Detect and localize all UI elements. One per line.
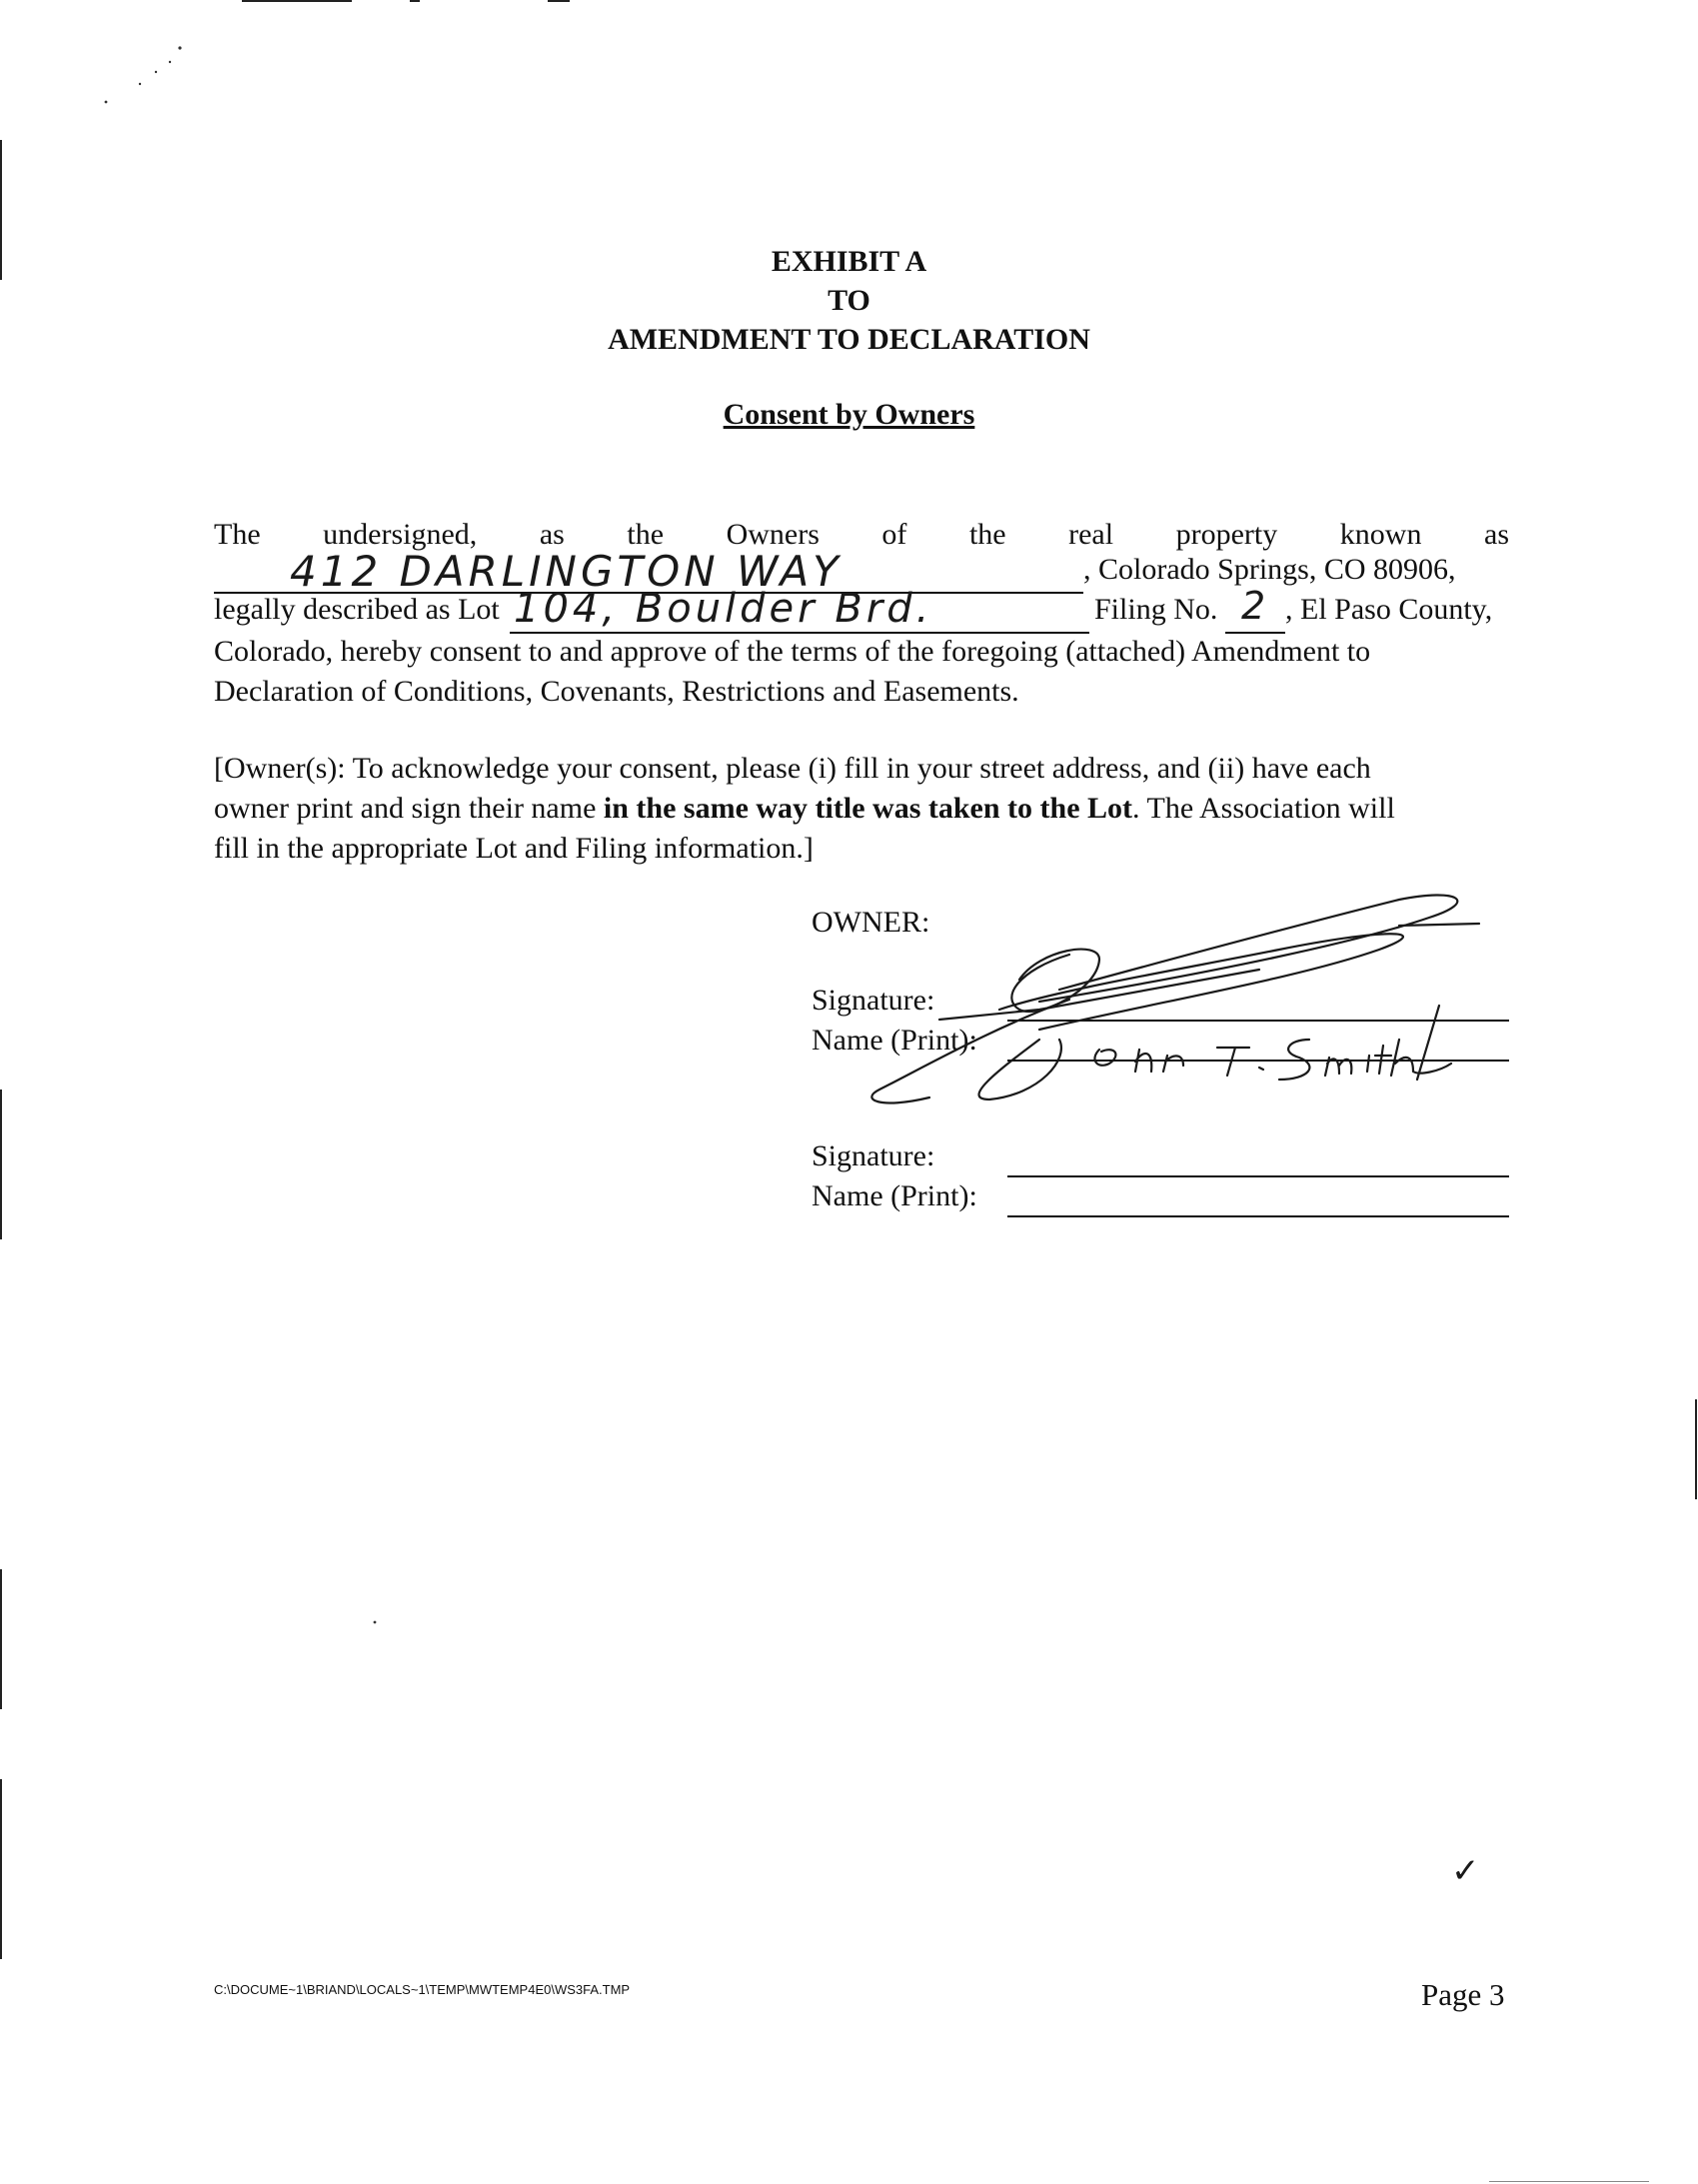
- scan-artifact: [1489, 2181, 1649, 2182]
- scan-artifact: [1695, 1399, 1697, 1499]
- signature-label-1: Signature:: [812, 984, 935, 1017]
- section-heading: Consent by Owners: [723, 398, 975, 431]
- scan-artifact: [242, 0, 352, 2]
- name-print-line-2: [1007, 1215, 1509, 1217]
- name-print-label-1: Name (Print):: [812, 1024, 977, 1057]
- signature-scribble: [840, 880, 1559, 1129]
- consent-line-4: Colorado, hereby consent to and approve of the terms of the foregoing (attached) Amendment to: [214, 635, 1371, 668]
- consent-word: known: [1339, 518, 1422, 551]
- scan-artifact: [0, 1090, 2, 1239]
- instructions-emphasis: in the same way title was taken to the Lot: [603, 792, 1133, 825]
- consent-word: as: [539, 518, 565, 551]
- consent-word: property: [1175, 518, 1278, 551]
- lot-handwritten: 104, Boulder Brd.: [514, 586, 933, 632]
- address-handwritten: 412 DARLINGTON WAY: [290, 547, 843, 596]
- instructions-line-2: [214, 789, 1509, 829]
- consent-word: The: [214, 518, 261, 551]
- consent-word: the: [968, 518, 1006, 551]
- consent-word: undersigned,: [323, 518, 478, 551]
- consent-word: the: [627, 518, 665, 551]
- address-suffix: , Colorado Springs, CO 80906,: [1083, 553, 1456, 586]
- filing-suffix: , El Paso County,: [1285, 593, 1493, 626]
- scan-specks: [100, 40, 190, 120]
- consent-word: as: [1484, 518, 1509, 551]
- scan-artifact: [0, 1779, 2, 1959]
- scan-artifact: [410, 0, 420, 2]
- check-mark: ✓: [1451, 1851, 1484, 1891]
- instructions-line-1: [Owner(s): To acknowledge your consent, please (i) fill in your street address, and (ii) have each: [214, 752, 1371, 785]
- signature-line-2: [1007, 1175, 1509, 1177]
- signature-name-handwritten: [1019, 1044, 1078, 1045]
- consent-word: of: [881, 518, 907, 551]
- lot-prefix: legally described as Lot: [214, 593, 500, 626]
- scan-artifact: [0, 1569, 2, 1709]
- instructions-text: owner print and sign their name: [214, 792, 604, 825]
- exhibit-to: TO: [828, 284, 870, 317]
- scan-speck: [372, 1619, 378, 1625]
- consent-line-5: Declaration of Conditions, Covenants, Restrictions and Easements.: [214, 675, 1019, 708]
- file-path-footer: C:\DOCUME~1\BRIAND\LOCALS~1\TEMP\MWTEMP4E0\WS3FA.TMP: [214, 1982, 631, 1997]
- signature-label-2: Signature:: [812, 1139, 935, 1172]
- owner-label: OWNER:: [812, 906, 930, 939]
- instructions-text: . The Association will: [1132, 792, 1395, 825]
- exhibit-title: EXHIBIT A: [771, 245, 927, 278]
- filing-label: Filing No.: [1094, 593, 1218, 626]
- page-number: Page 3: [1421, 1977, 1505, 2012]
- filing-handwritten: 2: [1241, 584, 1270, 628]
- consent-word: Owners: [726, 518, 820, 551]
- instructions-line-3: fill in the appropriate Lot and Filing information.]: [214, 832, 814, 865]
- document-title: AMENDMENT TO DECLARATION: [608, 323, 1090, 356]
- name-print-label-2: Name (Print):: [812, 1179, 977, 1212]
- scan-artifact: [548, 0, 570, 2]
- consent-word: real: [1068, 518, 1114, 551]
